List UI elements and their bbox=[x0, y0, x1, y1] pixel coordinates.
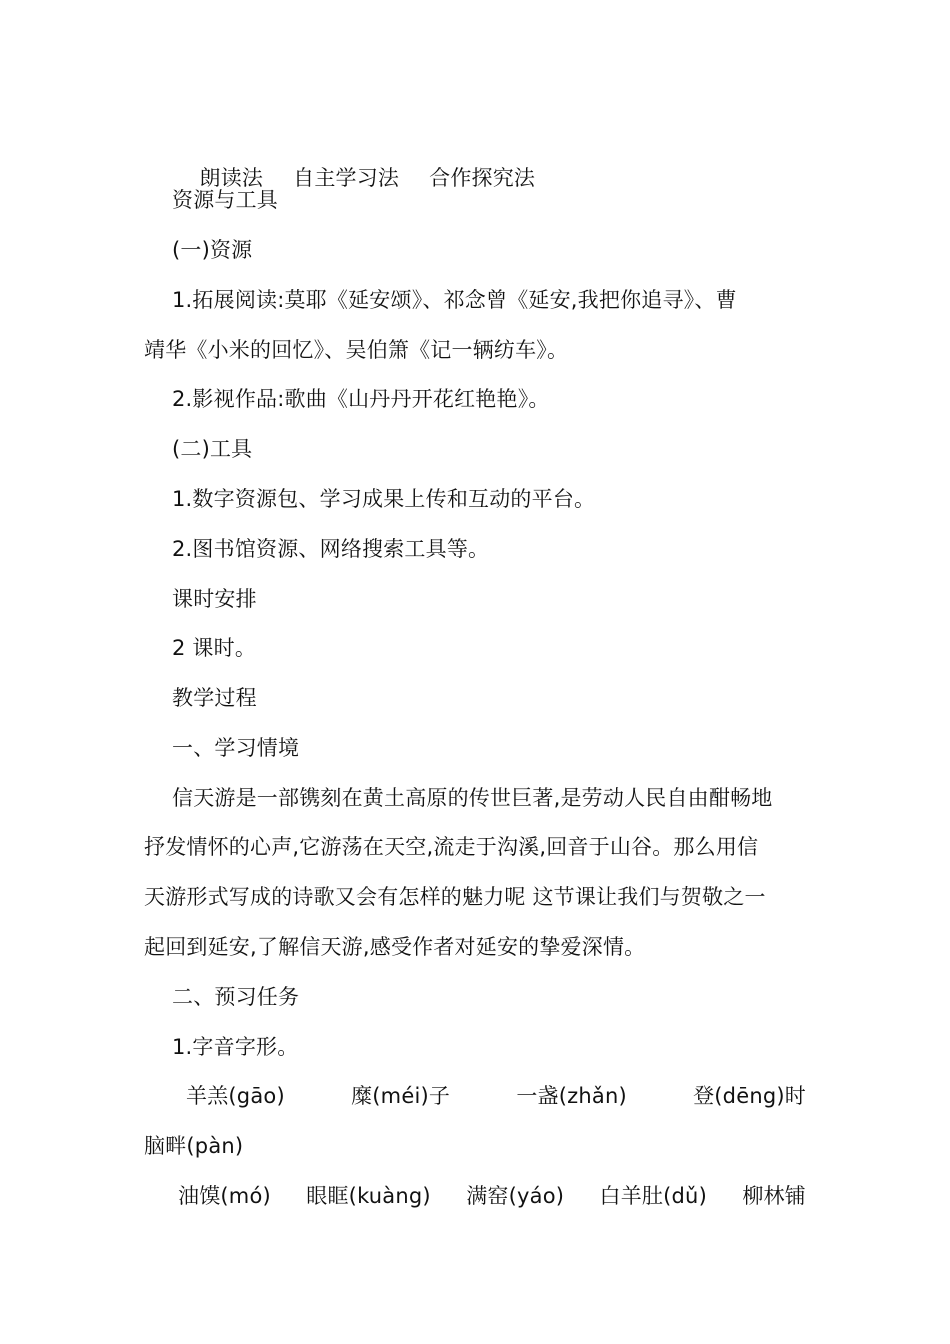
section-1-para-line-4: 起回到延安,了解信天游,感受作者对延安的挚爱深情。 bbox=[144, 935, 646, 959]
pinyin-item: 满窑(yáo) bbox=[466, 1184, 565, 1208]
pinyin-item: 白羊肚(dǔ) bbox=[599, 1184, 707, 1208]
resources-subheading: (一)资源 bbox=[172, 238, 253, 262]
section-1-para-line-3: 天游形式写成的诗歌又会有怎样的魅力呢 这节课让我们与贺敬之一 bbox=[144, 885, 766, 909]
method-reading: 朗读法 bbox=[199, 166, 264, 190]
section-2-heading: 二、预习任务 bbox=[172, 985, 300, 1009]
pinyin-item: 登(dēng)时 bbox=[693, 1084, 806, 1108]
resources-item-2: 2.影视作品:歌曲《山丹丹开花红艳艳》。 bbox=[172, 387, 550, 411]
tools-item-1: 1.数字资源包、学习成果上传和互动的平台。 bbox=[172, 487, 596, 511]
resources-heading: 资源与工具 bbox=[172, 188, 278, 212]
schedule-heading: 课时安排 bbox=[172, 587, 257, 611]
section-1-para-line-2: 抒发情怀的心声,它游荡在天空,流走于沟溪,回音于山谷。那么用信 bbox=[144, 835, 759, 859]
pinyin-item: 糜(méi)子 bbox=[351, 1084, 451, 1108]
tools-item-2: 2.图书馆资源、网络搜索工具等。 bbox=[172, 537, 490, 561]
method-self-study: 自主学习法 bbox=[293, 166, 400, 190]
tools-subheading: (二)工具 bbox=[172, 437, 253, 461]
pinyin-row-1-continued: 脑畔(pàn) bbox=[144, 1134, 244, 1158]
pinyin-item: 柳林铺 bbox=[742, 1184, 806, 1208]
process-heading: 教学过程 bbox=[172, 686, 257, 710]
resources-item-1-line-1: 1.拓展阅读:莫耶《延安颂》、祁念曾《延安,我把你追寻》、曹 bbox=[172, 288, 737, 312]
pinyin-item: 一盏(zhǎn) bbox=[516, 1084, 627, 1108]
method-cooperative: 合作探究法 bbox=[429, 166, 536, 190]
resources-item-1-line-2: 靖华《小米的回忆》、吴伯箫《记一辆纺车》。 bbox=[144, 338, 569, 362]
pinyin-item: 眼眶(kuàng) bbox=[306, 1184, 431, 1208]
task-1-heading: 1.字音字形。 bbox=[172, 1035, 299, 1059]
pinyin-row-1 bbox=[186, 1082, 806, 1110]
section-1-heading: 一、学习情境 bbox=[172, 736, 300, 760]
pinyin-item: 油馍(mó) bbox=[178, 1184, 271, 1208]
section-1-para-line-1: 信天游是一部镌刻在黄土高原的传世巨著,是劳动人民自由酣畅地 bbox=[172, 786, 773, 810]
schedule-value: 2 课时。 bbox=[172, 636, 257, 660]
pinyin-item: 羊羔(gāo) bbox=[186, 1084, 285, 1108]
pinyin-row-2 bbox=[178, 1182, 806, 1210]
